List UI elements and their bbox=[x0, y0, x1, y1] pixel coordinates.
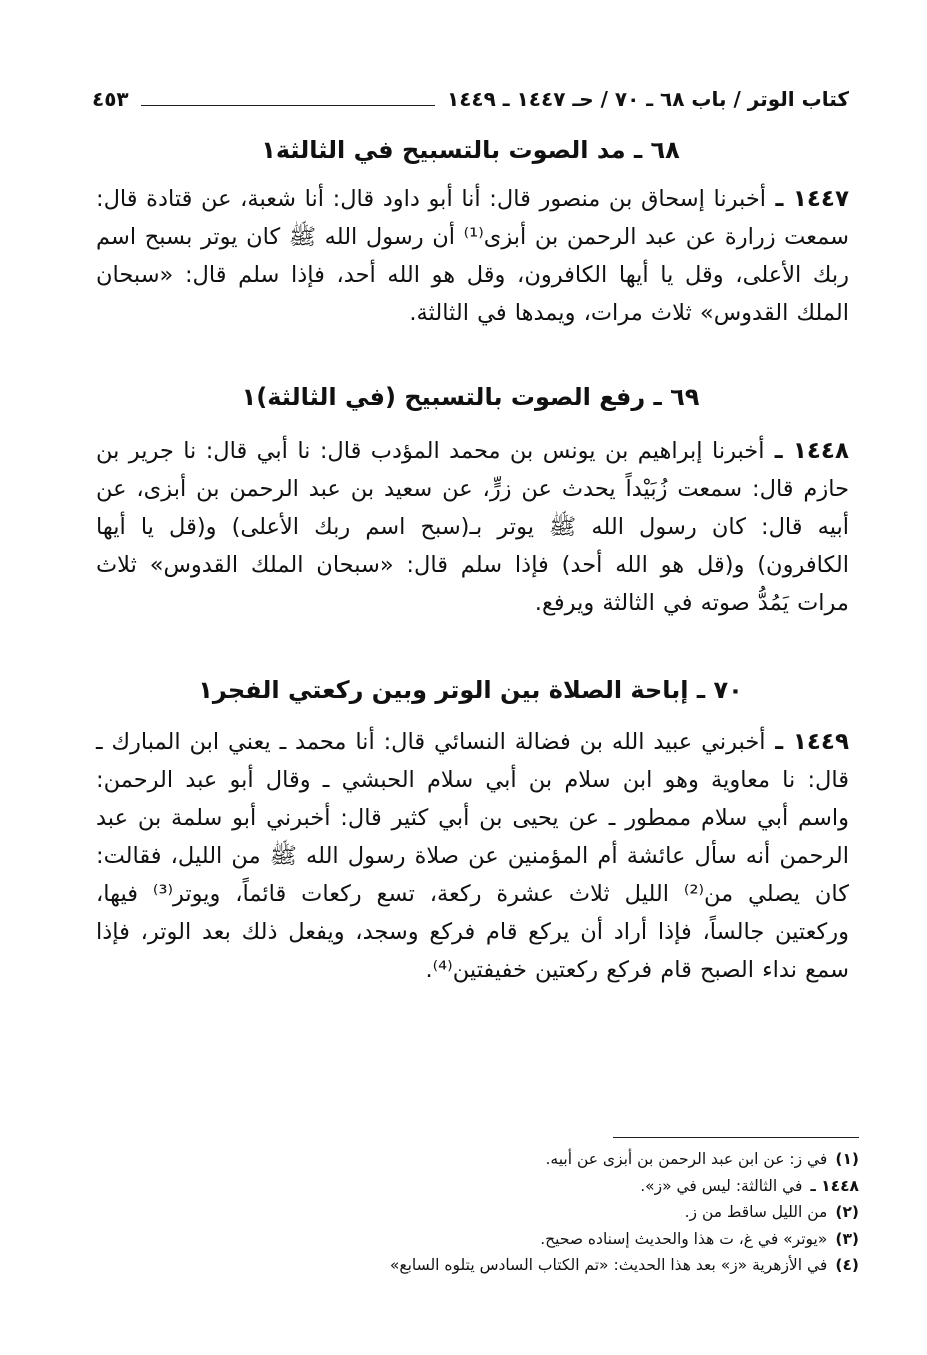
footnote-text: من الليل ساقط من ز. bbox=[684, 1203, 828, 1222]
footnote-item bbox=[96, 1199, 859, 1226]
hadith-1449 bbox=[96, 723, 849, 989]
running-head bbox=[92, 78, 849, 112]
hadith-1448 bbox=[96, 432, 849, 622]
hadith-number: ١٤٤٩ ـ bbox=[765, 729, 849, 755]
footnote-mark: (١) bbox=[835, 1150, 859, 1168]
footnote-item bbox=[96, 1252, 859, 1279]
page-number: ٤٥٣ bbox=[92, 87, 129, 111]
footnote-item bbox=[96, 1146, 859, 1173]
footnote-text: «يوتر» في غ، ت هذا والحديث إسناده صحيح. bbox=[540, 1229, 828, 1248]
footnote-mark: (٤) bbox=[835, 1256, 859, 1275]
chapter-heading-69: ٦٩ ـ رفع الصوت بالتسبيح (في الثالثة)١ bbox=[241, 383, 700, 411]
hadith-number: ١٤٤٧ ـ bbox=[766, 186, 849, 212]
footnotes bbox=[96, 1146, 859, 1279]
footnote-text: في الثالثة: ليس في «ز». bbox=[640, 1176, 803, 1195]
chapter-heading-68: ٦٨ ـ مد الصوت بالتسبيح في الثالثة١ bbox=[261, 136, 680, 164]
footnote-mark: ١٤٤٨ ـ bbox=[810, 1176, 859, 1195]
footnote-mark: (٢) bbox=[835, 1203, 859, 1222]
hadith-1447 bbox=[96, 180, 849, 332]
running-head-rule bbox=[141, 105, 435, 106]
hadith-number: ١٤٤٨ ـ bbox=[764, 438, 849, 464]
hadith-text: أخبرني عبيد الله بن فضالة النسائي قال: أنا محمد ـ يعني ابن المبارك ـ قال: نا معاوية وهو ابن سلام بن أبي سلام الحبشي ـ وقال أبو عبد الرحمن: واسم أبي سلام ممطور ـ عن يحيى بن أبي كثير قال: أخبرني أبو سلمة بن عبد الرحمن أنه سأل عائشة أم المؤمنين عن صلاة رسول الله ﷺ من الليل، فقالت: كان يصلي من⁽²⁾ الليل ثلاث عشرة ركعة، تسع ركعات قائماً، ويوتر⁽³⁾ فيها، وركعتين جالساً، فإذا أراد أن يركع قام فركع وسجد، ويفعل ذلك بعد الوتر، فإذا سمع نداء الصبح قام فركع ركعتين خفيفتين⁽⁴⁾. bbox=[96, 729, 849, 983]
footnote-mark: (٣) bbox=[835, 1229, 859, 1248]
chapter-heading-70: ٧٠ ـ إباحة الصلاة بين الوتر وبين ركعتي الفجر١ bbox=[198, 676, 743, 704]
footnote-item bbox=[96, 1173, 859, 1200]
footnote-text: في الأزهرية «ز» بعد هذا الحديث: «تم الكتاب السادس يتلوه السابع» bbox=[389, 1256, 828, 1275]
hadith-text: أخبرنا إسحاق بن منصور قال: أنا أبو داود قال: أنا شعبة، عن قتادة قال: سمعت زرارة عن عبد الرحمن بن أبزى⁽¹⁾ أن رسول الله ﷺ كان يوتر بسبح اسم ربك الأعلى، وقل يا أيها الكافرون، وقل هو الله أحد، فإذا سلم قال: «سبحان الملك القدوس» ثلاث مرات، ويمدها في الثالثة. bbox=[96, 186, 849, 326]
footnote-item bbox=[96, 1226, 859, 1253]
running-head-title: كتاب الوتر / باب ٦٨ ـ ٧٠ / حـ ١٤٤٧ ـ ١٤٤٩ bbox=[446, 87, 849, 111]
footnote-text: في ز: عن ابن عبد الرحمن بن أبزى عن أبيه. bbox=[545, 1150, 828, 1168]
hadith-text: أخبرنا إبراهيم بن يونس بن محمد المؤدب قال: نا أبي قال: نا جرير بن حازم قال: سمعت زُبَيْداً يحدث عن زرٍّ، عن سعيد بن عبد الرحمن بن أبزى، عن أبيه قال: كان رسول الله ﷺ يوتر بـ(سبح اسم ربك الأعلى) و(قل يا أيها الكافرون) و(قل هو الله أحد) فإذا سلم قال: «سبحان الملك القدوس» ثلاث مرات يَمُدُّ صوته في الثالثة ويرفع. bbox=[96, 438, 849, 616]
footnote-separator bbox=[613, 1137, 859, 1138]
